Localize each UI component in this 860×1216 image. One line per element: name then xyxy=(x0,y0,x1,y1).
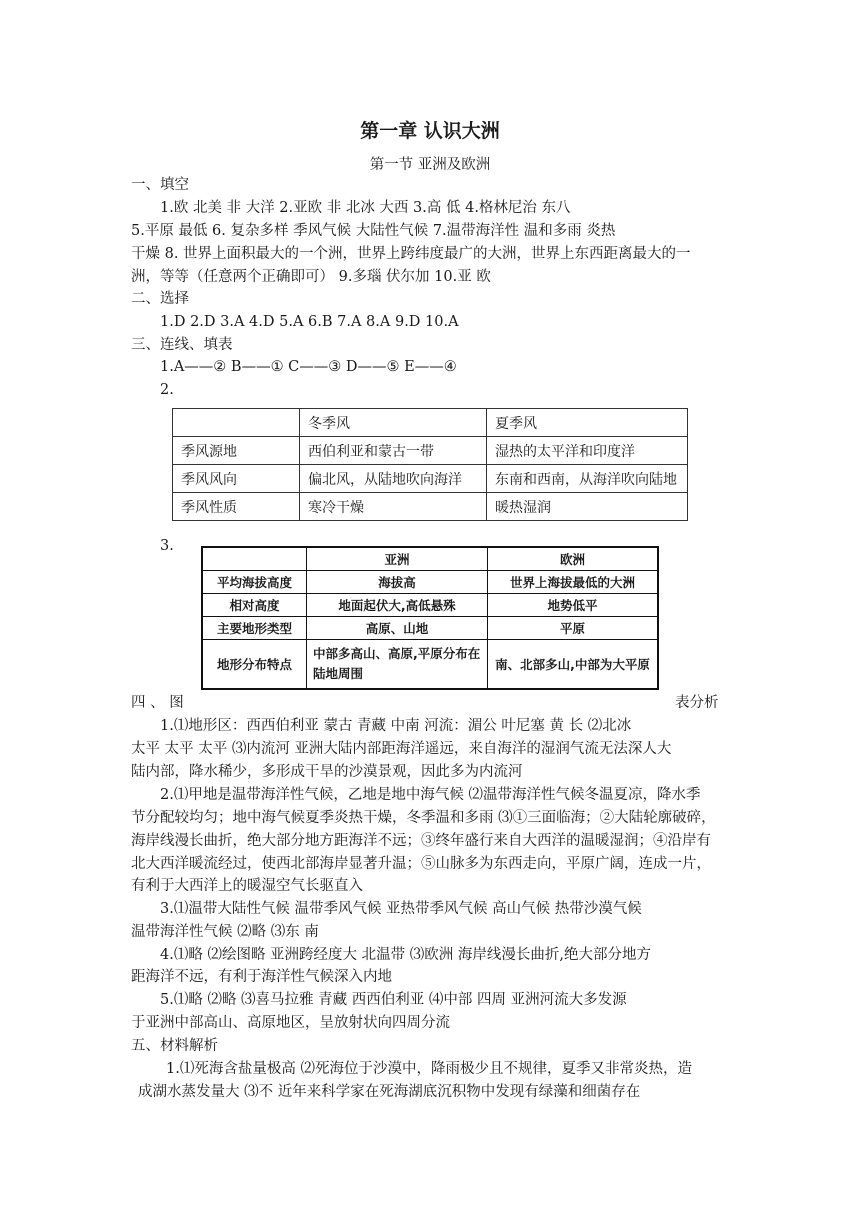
table-cell: 季风风向 xyxy=(173,465,300,493)
table-cell: 高原、山地 xyxy=(307,617,488,640)
answer-line: 2.⑴甲地是温带海洋性气候，乙地是地中海气候 ⑵温带海洋性气候冬温夏凉，降水季 xyxy=(160,787,701,803)
table-row xyxy=(202,617,658,640)
table-cell: 平原 xyxy=(488,617,659,640)
answer-line: 3.⑴温带大陆性气候 温带季风气候 亚热带季风气候 高山气候 热带沙漠气候 xyxy=(160,901,642,917)
heading-chart-analysis: 四 、 图 xyxy=(131,695,184,711)
table-cell: 夏季风 xyxy=(487,409,688,437)
table-cell: 季风源地 xyxy=(173,437,300,465)
answer-line: 节分配较均匀；地中海气候夏季炎热干燥，冬季温和多雨 ⑶①三面临海；②大陆轮廓破碎， xyxy=(131,810,716,826)
table-row xyxy=(173,437,688,465)
table-cell: 地势低平 xyxy=(488,594,659,617)
table-cell: 湿热的太平洋和印度洋 xyxy=(487,437,688,465)
table-row xyxy=(173,409,688,437)
table-cell: 欧洲 xyxy=(488,547,659,571)
answer-line: 洲，等等（任意两个正确即可） 9.多瑙 伏尔加 10.亚 欧 xyxy=(131,269,491,285)
table-cell: 主要地形类型 xyxy=(202,617,307,640)
table-cell: 冬季风 xyxy=(300,409,487,437)
answer-line: 1.⑴死海含盐量极高 ⑵死海位于沙漠中，降雨极少且不规律，夏季又非常炎热，造 xyxy=(166,1061,692,1077)
answer-line: 1.⑴地形区：西西伯利亚 蒙古 青藏 中南 河流：湄公 叶尼塞 黄 长 ⑵北冰 xyxy=(160,718,632,734)
cell-line: 陆地周围 xyxy=(313,666,364,681)
answer-line: 北大西洋暖流经过，使西北部海岸显著升温；⑤山脉多为东西走向，平原广阔，连成一片， xyxy=(131,856,711,872)
table-cell: 南、北部多山,中部为大平原 xyxy=(488,640,659,690)
section-subtitle: 第一节 亚洲及欧洲 xyxy=(369,157,491,173)
answer-line: 1.A——② B——① C——③ D——⑤ E——④ xyxy=(160,359,457,375)
table-cell: 世界上海拔最低的大洲 xyxy=(488,571,659,594)
table-row xyxy=(202,571,658,594)
answer-line: 4.⑴略 ⑵绘图略 亚洲跨经度大 北温带 ⑶欧洲 海岸线漫长曲折,绝大部分地方 xyxy=(160,947,651,963)
table-row xyxy=(173,465,688,493)
heading-chart-analysis-suffix: 表分析 xyxy=(675,695,719,711)
answer-line: 于亚洲中部高山、高原地区，呈放射状向四周分流 xyxy=(131,1015,450,1031)
table-row xyxy=(173,493,688,521)
table-row xyxy=(202,640,658,690)
table-cell: 海拔高 xyxy=(307,571,488,594)
terrain-table xyxy=(201,546,659,690)
answer-line: 1.欧 北美 非 大洋 2.亚欧 非 北冰 大西 3.高 低 4.格林尼治 东八 xyxy=(160,200,571,216)
table-row xyxy=(202,547,658,571)
table-cell: 亚洲 xyxy=(307,547,488,571)
answer-line: 1.D 2.D 3.A 4.D 5.A 6.B 7.A 8.A 9.D 10.A xyxy=(160,314,459,330)
heading-fill-blank: 一、填空 xyxy=(131,177,189,193)
table-cell: 地面起伏大,高低悬殊 xyxy=(307,594,488,617)
answer-line: 太平 太平 太平 ⑶内流河 亚洲大陆内部距海洋遥远，来自海洋的湿润气流无法深人大 xyxy=(131,741,672,757)
table-cell: 偏北风，从陆地吹向海洋 xyxy=(300,465,487,493)
table-cell: 平均海拔高度 xyxy=(202,571,307,594)
answer-line: 温带海洋性气候 ⑵略 ⑶东 南 xyxy=(131,924,319,940)
table-row xyxy=(202,594,658,617)
chapter-title: 第一章 认识大洲 xyxy=(360,120,500,142)
answer-line: 距海洋不远，有利于海洋性气候深入内地 xyxy=(131,969,392,985)
table-cell: 西伯利亚和蒙古一带 xyxy=(300,437,487,465)
table-cell: 季风性质 xyxy=(173,493,300,521)
table-cell: 地形分布特点 xyxy=(202,640,307,690)
answer-line: 5.⑴略 ⑵略 ⑶喜马拉雅 青藏 西西伯利亚 ⑷中部 四周 亚洲河流大多发源 xyxy=(160,992,627,1008)
table-cell: 寒冷干燥 xyxy=(300,493,487,521)
answer-line: 成湖水蒸发量大 ⑶不 近年来科学家在死海湖底沉积物中发现有绿藻和细菌存在 xyxy=(138,1084,641,1100)
answer-line: 海岸线漫长曲折，绝大部分地方距海洋不远；③终年盛行来自大西洋的温暖湿润；④沿岸有 xyxy=(131,833,711,849)
answer-line: 陆内部，降水稀少，多形成干旱的沙漠景观，因此多为内流河 xyxy=(131,764,523,780)
heading-material-analysis: 五、材料解析 xyxy=(131,1038,218,1054)
table-cell: 相对高度 xyxy=(202,594,307,617)
table-cell: 暖热湿润 xyxy=(487,493,688,521)
answer-line: 5.平原 最低 6. 复杂多样 季风气候 大陆性气候 7.温带海洋性 温和多雨 炎热 xyxy=(131,223,616,239)
table-cell xyxy=(307,640,488,690)
answer-line: 干燥 8. 世界上面积最大的一个洲，世界上跨纬度最广的大洲，世界上东西距离最大的一 xyxy=(131,246,691,262)
answer-line: 3. xyxy=(160,538,174,554)
table-cell: 东南和西南，从海洋吹向陆地 xyxy=(487,465,688,493)
answer-line: 有利于大西洋上的暖湿空气长驱直入 xyxy=(131,878,363,894)
table-cell xyxy=(202,547,307,571)
heading-matching: 三、连线、填表 xyxy=(131,337,233,353)
table-cell xyxy=(173,409,300,437)
monsoon-table xyxy=(172,408,688,521)
heading-choice: 二、选择 xyxy=(131,291,189,307)
answer-line: 2. xyxy=(160,382,174,398)
cell-line: 中部多高山、高原,平原分布在 xyxy=(313,646,481,661)
